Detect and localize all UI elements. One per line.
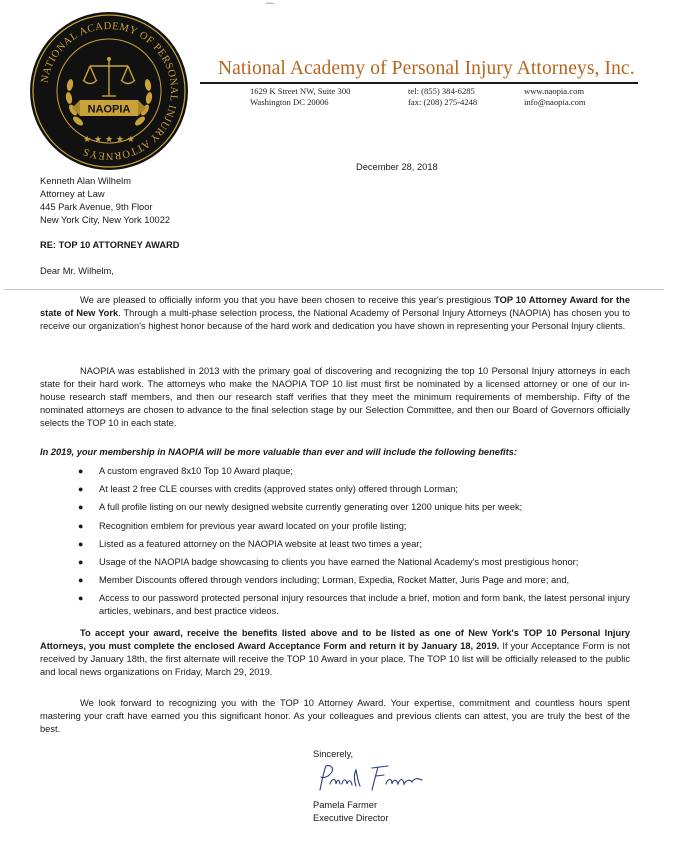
acceptance-rest: If your Acceptance Form is not received by January 18th, the first alternate will receive the TOP 10 Award in your place. The TOP 10 list will be officially released to the public and local news organizations on Friday, March 29, 2019. [40,641,630,677]
list-item [40,592,630,618]
signer-block [313,799,388,825]
bullet-icon: ● [78,466,84,476]
paragraph-award-notice [40,294,630,333]
handwritten-signature [310,760,430,796]
organization-name: National Academy of Personal Injury Attorneys, Inc. [218,58,635,79]
bullet-icon: ● [78,538,84,549]
paragraph-acceptance [40,627,630,679]
paragraph-about-naopia: NAOPIA was established in 2013 with the primary goal of discovering and recognizing the top 10 Personal Injury attorneys in each state for their hard work. The attorneys who make the NAOPIA TOP 10 list must first be nominated by a licensed attorney or one of our in-house research staff members, and then our research staff verifies that they meet the minimum requirements of membership. Fifty of the nominated attorneys are chosen to advance to the final selection stage by our Selection Committee, and then our Board of Governors officially selects the TOP 10 in each state. [40,366,630,428]
bullet-icon: ● [78,502,84,513]
paragraph-closing: We look forward to recognizing you with the TOP 10 Attorney Award. Your expertise, commitment and countless hours spent mastering your craft have earned you this significant honor. As your colleagues and previous clients can attest, you are truly the best of the best. [40,698,630,734]
bullet-icon: ● [78,520,84,531]
recipient-address [40,175,170,227]
list-item [40,483,630,496]
scan-mark: ⁀ [266,4,275,15]
paragraph-1-part-c: . Through a multi-phase selection process, the National Academy of Personal Injury Attorneys (NAOPIA) has chosen you to receive our organization's highest honor because of the hard work and dedication you have shown in representing your Personal Injury clients. [40,308,630,331]
bullet-icon: ● [78,484,84,495]
letterhead-phone [408,86,477,108]
letterhead-address [250,86,350,108]
address-line-1: 1629 K Street NW, Suite 300 [250,86,351,96]
bullet-icon: ● [78,575,84,586]
paragraph-1-part-a: We are pleased to officially inform you that you have been chosen to receive this year's prestigious [80,295,495,305]
website-link[interactable]: www.naopia.com [524,86,585,96]
salutation: Dear Mr. Wilhelm, [40,266,114,276]
benefit-text: Recognition emblem for previous year award located on your profile listing; [99,520,407,531]
scan-artifact-line [4,289,664,290]
bullet-icon: ● [78,593,84,604]
letterhead-web [524,86,586,108]
seal-ring-text: NATIONAL ACADEMY OF PERSONAL INJURY ATTORNEYS [39,20,180,162]
email-link[interactable]: info@naopia.com [524,97,586,107]
fax: fax: (208) 275-4248 [408,97,478,107]
recipient-street: 445 Park Avenue, 9th Floor [40,202,153,212]
list-item [40,574,630,587]
benefit-text: A custom engraved 8x10 Top 10 Award plaque; [99,466,293,476]
benefit-text: At least 2 free CLE courses with credits (approved states only) offered through Lorman; [99,484,458,495]
benefits-intro: In 2019, your membership in NAOPIA will be more valuable than ever and will include the following benefits: [40,447,517,457]
recipient-title: Attorney at Law [40,189,105,199]
svg-text:★ ★ ★ ★ ★: ★ ★ ★ ★ ★ [83,135,135,145]
signer-title: Executive Director [313,813,389,823]
letter-date: December 28, 2018 [356,162,438,172]
closing: Sincerely, [313,749,354,759]
subject-line: RE: TOP 10 ATTORNEY AWARD [40,240,180,250]
list-item [40,520,630,533]
naopia-seal-logo [28,10,190,172]
list-item [40,556,630,569]
bullet-icon: ● [78,556,84,567]
seal-center-text: NAOPIA [87,103,131,116]
benefit-text: Access to our password protected personal injury resources that include a brief, motion and form bank, the latest personal injury articles, webinars, and best practice videos. [99,593,630,617]
recipient-city: New York City, New York 10022 [40,215,171,225]
benefits-list [40,465,630,624]
list-item [40,501,630,514]
benefit-text: Usage of the NAOPIA badge showcasing to clients you have earned the National Academy's most prestigious honor; [99,556,579,567]
telephone: tel: (855) 384-6285 [408,86,475,96]
letterhead-rule [200,82,638,84]
benefit-text: A full profile listing on our newly designed website currently generating over 1200 unique hits per week; [99,502,523,513]
benefit-text: Member Discounts offered through vendors including; Lorman, Expedia, Rocket Matter, Juris Page and more; and, [99,575,570,586]
signer-name: Pamela Farmer [313,800,378,810]
recipient-name: Kenneth Alan Wilhelm [40,176,131,186]
paragraph-1-award-bold: TOP 10 Attorney Award for the state of New York [40,295,630,318]
benefit-text: Listed as a featured attorney on the NAOPIA website at least two times a year; [99,538,422,549]
list-item [40,465,630,478]
list-item [40,538,630,551]
address-line-2: Washington DC 20006 [250,97,329,107]
acceptance-deadline-bold: To accept your award, receive the benefits listed above and to be listed as one of New York's TOP 10 Personal Injury Attorneys, you must complete the enclosed Award Acceptance Form and return it by January 18, 2019. [40,628,630,651]
